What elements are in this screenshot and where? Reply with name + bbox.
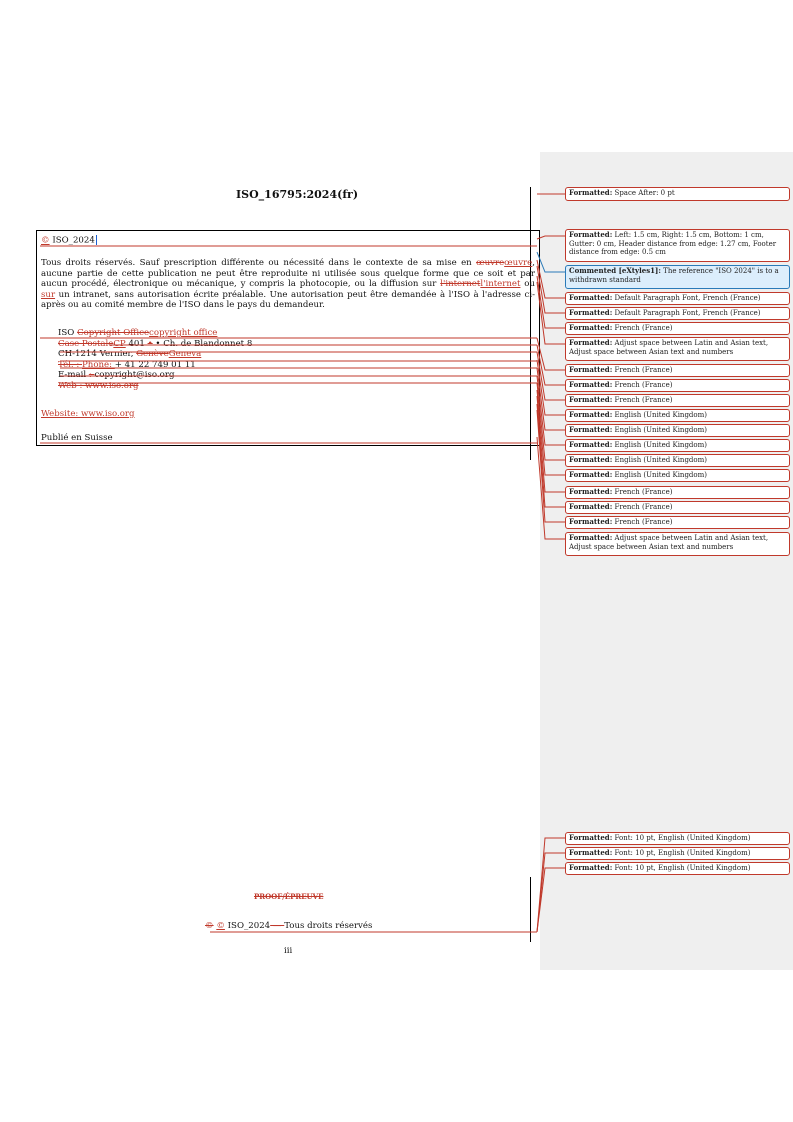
balloon-text: French (France) [612, 324, 673, 332]
formatting-balloon[interactable] [565, 229, 790, 262]
page-number: iii [284, 946, 293, 956]
formatting-balloon[interactable] [565, 187, 790, 201]
balloon-label: Formatted: [569, 188, 613, 197]
copyright-line [41, 235, 97, 246]
footer-copyright [205, 921, 372, 932]
address-line [58, 339, 358, 350]
formatting-balloon[interactable] [565, 424, 790, 437]
address-block [58, 328, 358, 391]
formatting-balloon[interactable] [565, 847, 790, 860]
formatting-balloon[interactable] [565, 862, 790, 875]
balloon-label: Formatted: [569, 230, 613, 239]
copyright-box [36, 230, 540, 446]
document-header-title: ISO_16795:2024(fr) [236, 188, 359, 201]
balloon-label: Formatted: [569, 487, 613, 496]
balloon-label: Formatted: [569, 323, 613, 332]
address-line [58, 349, 358, 360]
balloon-label: Formatted: [569, 833, 613, 842]
balloon-text: French (France) [612, 518, 673, 526]
balloon-text: French (France) [612, 381, 673, 389]
formatting-balloon[interactable] [565, 439, 790, 452]
copyright-symbol: © [41, 235, 50, 246]
address-run: Case Postale [58, 338, 114, 349]
paragraph-run: l'internet [440, 279, 481, 289]
balloon-label: Formatted: [569, 293, 613, 302]
balloon-label: Formatted: [569, 425, 613, 434]
address-run: • [147, 338, 153, 349]
balloon-label: Formatted: [569, 440, 613, 449]
address-run: Web : www.iso.org [58, 380, 139, 391]
paragraph-run: un intranet, sans autorisation écrite préalable. Une autorisation peut être demandée à l'ISO à l'adresse ci-après ou au comité membre de l'ISO dans le pays du demandeur. [41, 289, 535, 310]
footer-copyright-text: ISO_2024 [227, 921, 271, 931]
text-cursor [96, 235, 97, 245]
address-run: E-mail [58, 370, 89, 380]
address-run: Phone: [82, 359, 115, 370]
address-line [58, 328, 358, 339]
balloon-text: Adjust space between Latin and Asian text, Adjust space between Asian text and numbers [569, 339, 769, 356]
balloon-text: Left: 1.5 cm, Right: 1.5 cm, Bottom: 1 cm, Gutter: 0 cm, Header distance from edge: 1.27 cm, Footer distance from edge: 0.5 cm [569, 231, 777, 257]
balloon-text: English (United Kingdom) [612, 411, 707, 419]
formatting-balloon[interactable] [565, 307, 790, 320]
address-run: ISO [58, 328, 78, 338]
balloon-label: Formatted: [569, 410, 613, 419]
footer-rights: Tous droits réservés [284, 921, 373, 931]
paragraph-run: ou [520, 279, 535, 289]
balloon-label: Formatted: [569, 517, 613, 526]
address-run: Geneva [168, 349, 202, 359]
footer-dash: — [270, 921, 285, 931]
formatting-balloon[interactable] [565, 501, 790, 514]
address-run: 401 [125, 338, 148, 349]
balloon-text: The reference "ISO 2024" is to a withdrawn standard [569, 267, 779, 284]
balloon-text: Space After: 0 pt [612, 189, 675, 197]
balloon-text: Adjust space between Latin and Asian text, Adjust space between Asian text and numbers [569, 534, 769, 551]
address-run: • Ch. de Blandonnet 8 [152, 338, 253, 349]
balloon-label: Formatted: [569, 863, 613, 872]
paragraph-run: œuvre [504, 258, 533, 268]
rights-paragraph [41, 258, 535, 311]
balloon-text: Font: 10 pt, English (United Kingdom) [612, 834, 751, 842]
balloon-text: French (France) [612, 366, 673, 374]
balloon-label: Formatted: [569, 395, 613, 404]
paragraph-run: l'internet [480, 279, 521, 289]
balloon-text: Default Paragraph Font, French (France) [612, 294, 761, 302]
formatting-balloon[interactable] [565, 394, 790, 407]
proof-label [254, 892, 323, 903]
published-line: Publié en Suisse [41, 433, 113, 443]
balloon-label: Formatted: [569, 470, 613, 479]
paragraph-run: œuvre [476, 258, 505, 268]
balloon-text: French (France) [612, 503, 673, 511]
formatting-balloon[interactable] [565, 454, 790, 467]
balloon-label: Formatted: [569, 533, 613, 542]
formatting-balloon[interactable] [565, 409, 790, 422]
balloon-text: English (United Kingdom) [612, 426, 707, 434]
address-run: copyright office [149, 328, 218, 338]
address-run: copyright@iso.org [94, 370, 175, 380]
balloon-label: Formatted: [569, 455, 613, 464]
balloon-label: Commented [eXtyles1]: [569, 266, 661, 275]
balloon-label: Formatted: [569, 848, 613, 857]
paragraph-run: Tous droits réservés. Sauf prescription différente ou nécessité dans le contexte de sa mise en [41, 258, 477, 268]
balloon-text: English (United Kingdom) [612, 441, 707, 449]
balloon-text: French (France) [612, 396, 673, 404]
address-run: : [88, 370, 95, 380]
formatting-balloon[interactable] [565, 364, 790, 377]
address-run: CH-1214 Vernier, [58, 349, 137, 359]
balloon-text: English (United Kingdom) [612, 456, 707, 464]
paragraph-run: sur [41, 289, 56, 300]
address-run: Genève [136, 349, 169, 359]
balloon-label: Formatted: [569, 308, 613, 317]
balloon-label: Formatted: [569, 380, 613, 389]
comment-balloon[interactable] [565, 265, 790, 289]
formatting-balloon[interactable] [565, 469, 790, 482]
balloon-text: Font: 10 pt, English (United Kingdom) [612, 864, 751, 872]
balloon-text: Font: 10 pt, English (United Kingdom) [612, 849, 751, 857]
balloon-label: Formatted: [569, 502, 613, 511]
copyright-org-year: ISO_2024 [52, 235, 95, 246]
formatting-balloon[interactable] [565, 486, 790, 499]
footer-copyright-symbol: © [216, 921, 225, 931]
address-line [58, 360, 358, 371]
formatting-balloon[interactable] [565, 832, 790, 845]
balloon-label: Formatted: [569, 365, 613, 374]
balloon-label: Formatted: [569, 338, 613, 347]
address-run: Copyright Office [77, 328, 150, 338]
balloon-text: Default Paragraph Font, French (France) [612, 309, 761, 317]
address-line [58, 381, 358, 392]
formatting-balloon[interactable] [565, 532, 790, 556]
formatting-balloon[interactable] [565, 322, 790, 335]
formatting-balloon[interactable] [565, 337, 790, 361]
footer-copyright-deleted: © [205, 921, 214, 931]
balloon-text: English (United Kingdom) [612, 471, 707, 479]
proof-text: PROOF/ÉPREUVE [254, 892, 324, 901]
address-run: + 41 22 749 01 11 [114, 359, 196, 370]
paragraph-run: , aucune partie de cette publication ne peut être reproduite ni utilisée sous quelque forme que ce soit et par aucun procédé, électronique ou mécanique, y compris la photocopie, ou la diffusion sur [41, 258, 535, 289]
formatting-balloon[interactable] [565, 379, 790, 392]
margin-rule-bottom [530, 877, 531, 942]
formatting-balloon[interactable] [565, 292, 790, 305]
formatting-balloon[interactable] [565, 516, 790, 529]
website-line[interactable]: Website: www.iso.org [41, 409, 135, 419]
address-line [58, 370, 358, 381]
balloon-text: French (France) [612, 488, 673, 496]
address-run: Tél. : [58, 359, 82, 370]
address-run: CP [113, 338, 126, 349]
